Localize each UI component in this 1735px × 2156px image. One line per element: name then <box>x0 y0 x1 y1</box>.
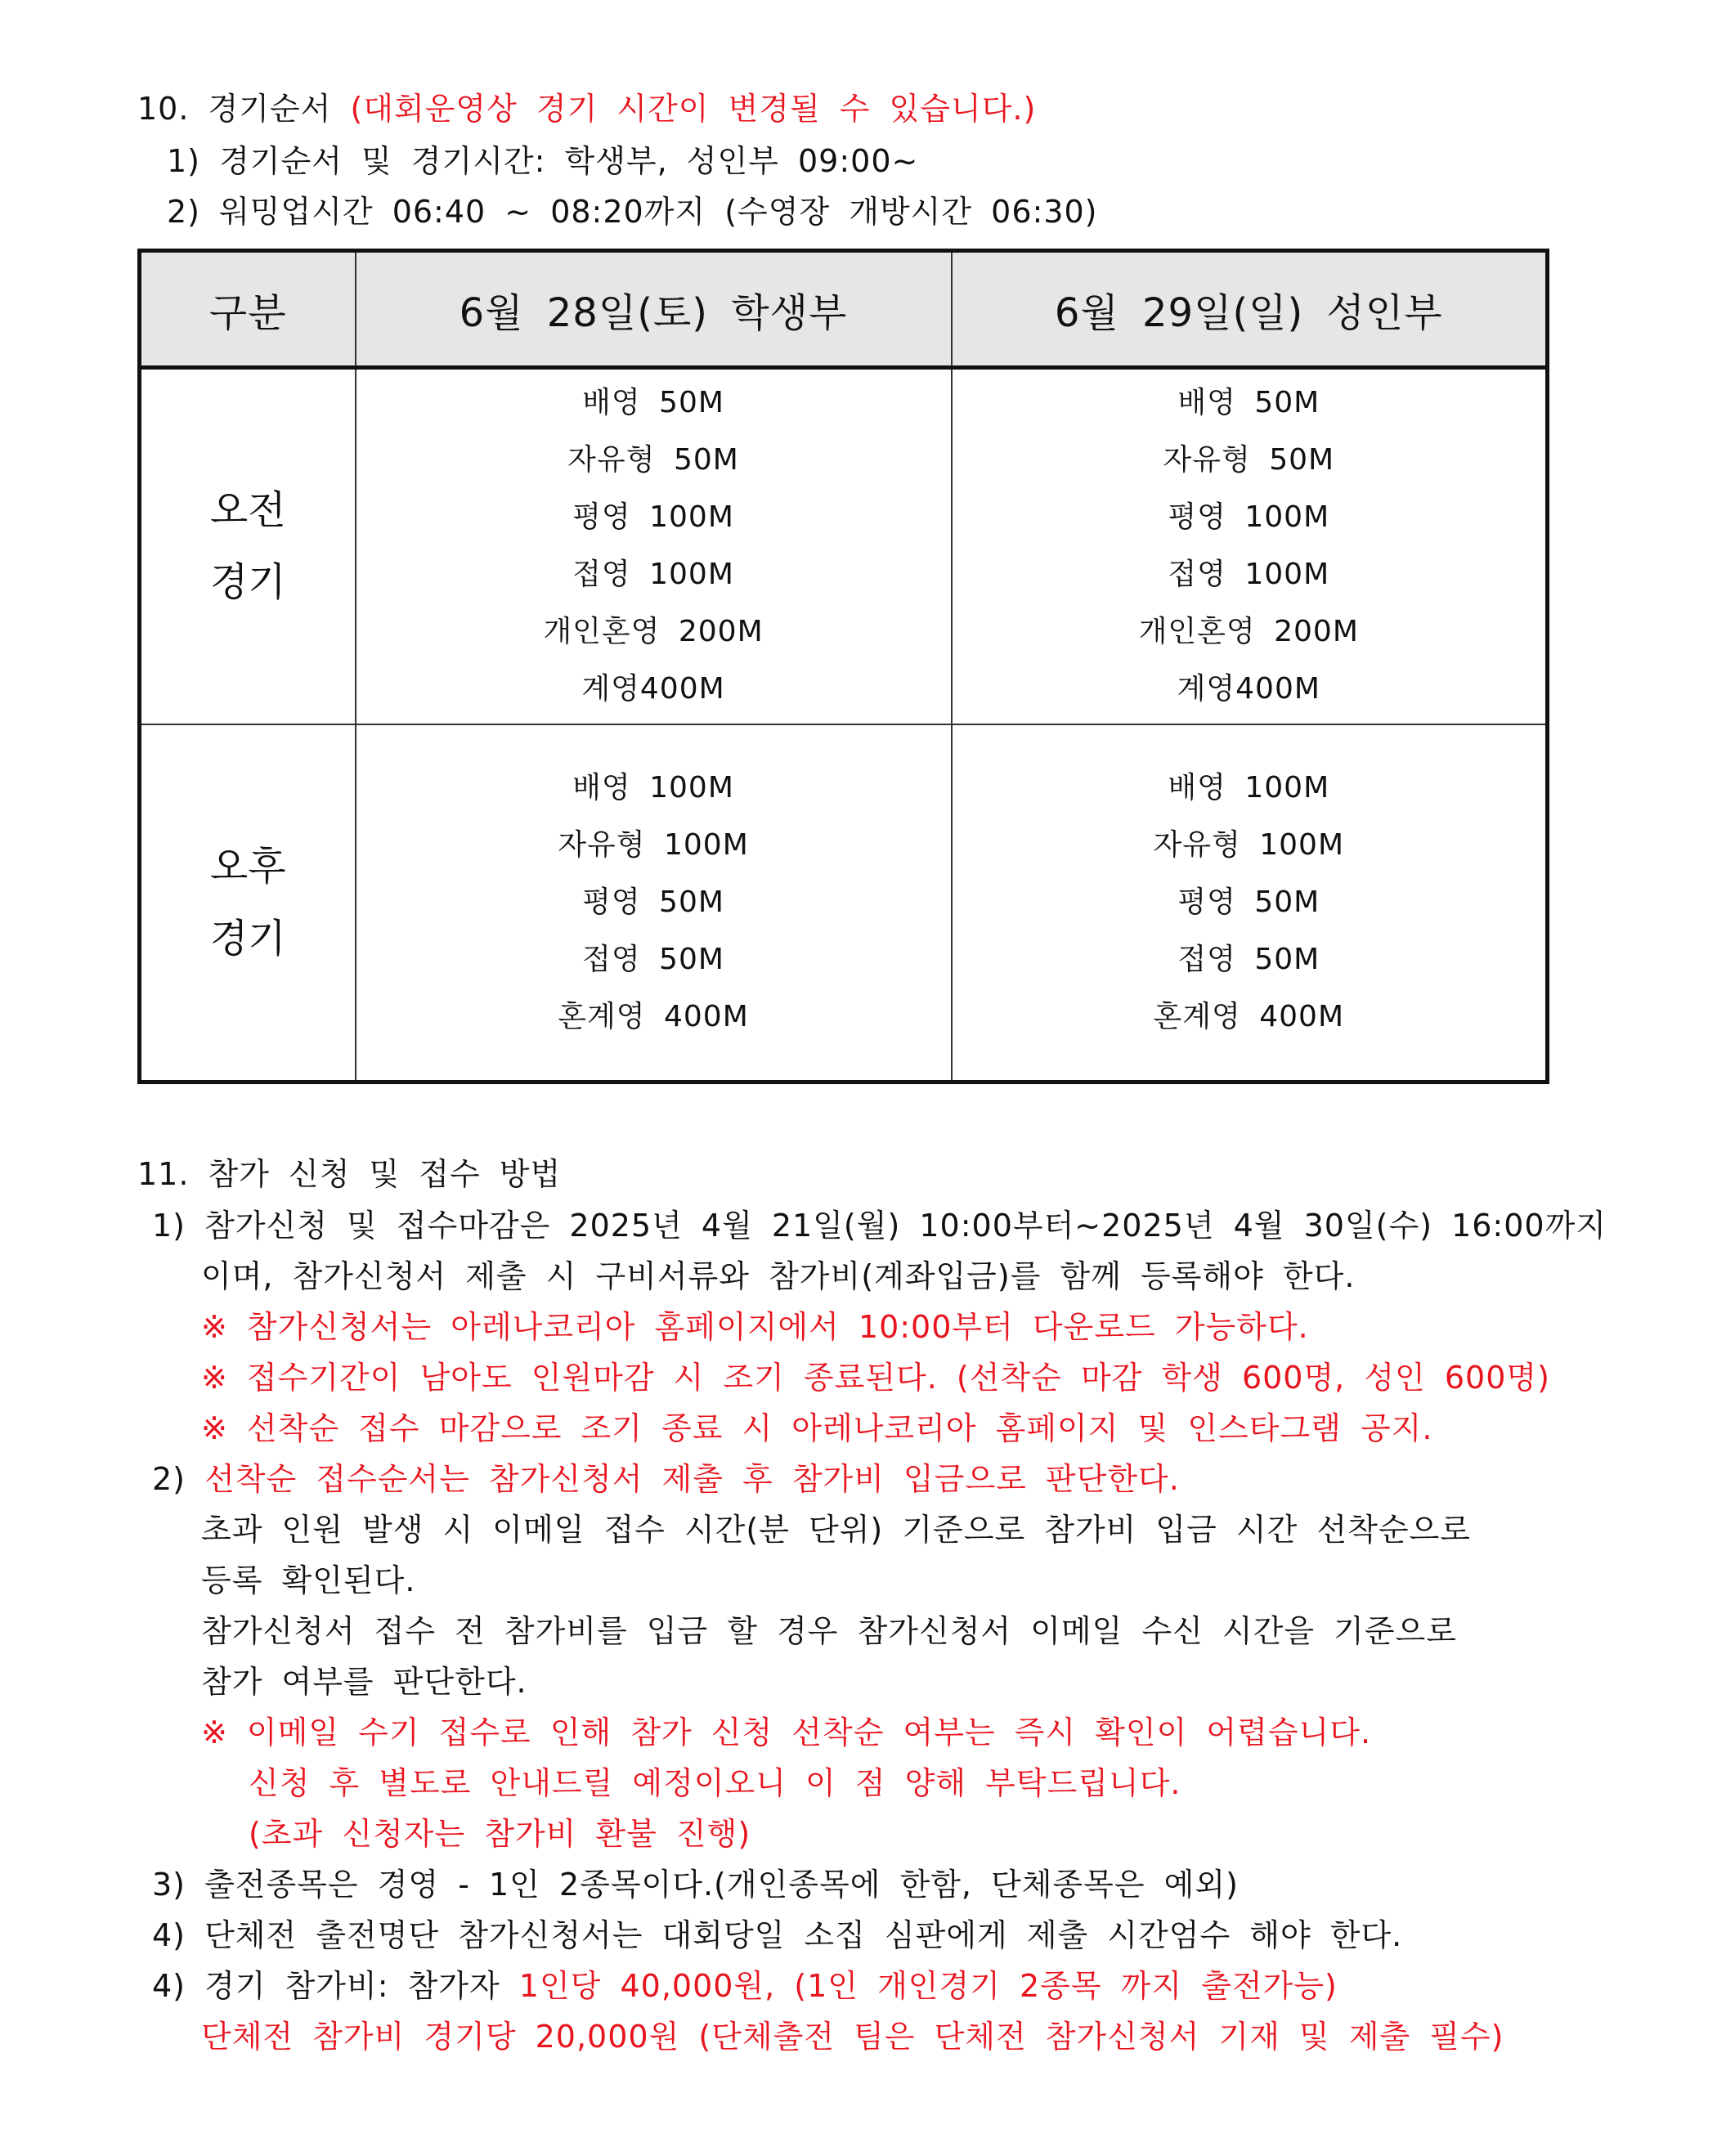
event-item: 개인혼영 200M <box>543 615 764 649</box>
afternoon-students-events <box>356 724 952 1082</box>
item-text: 선착순 접수순서는 참가신청서 제출 후 참가비 입금으로 판단한다. <box>204 1461 1180 1497</box>
morning-adults-events <box>952 368 1548 724</box>
item-text: 1인당 40,000원, (1인 개인경기 2종목 까지 출전가능) <box>518 1968 1338 2004</box>
section-11-line: 이며, 참가신청서 제출 시 구비서류와 참가비(계좌입금)를 함께 등록해야 한다. <box>201 1258 1356 1294</box>
event-item: 평영 100M <box>1168 500 1330 535</box>
event-item: 배영 100M <box>572 770 734 805</box>
event-item: 평영 50M <box>1177 885 1320 919</box>
section-11-item-4: 4) 단체전 출전명단 참가신청서는 대회당일 소집 심판에게 제출 시간엄수 해야 한다. <box>152 1917 1403 1953</box>
event-item: 자유형 100M <box>558 827 749 862</box>
event-item: 혼계영 400M <box>1153 999 1345 1033</box>
section-11-notice: ※ 이메일 수기 접수로 인해 참가 신청 선착순 여부는 즉시 확인이 어렵습니다. <box>201 1714 1372 1750</box>
event-item: 접영 100M <box>1168 558 1330 592</box>
section-11-notice: ※ 접수기간이 남아도 인원마감 시 조기 종료된다. (선착순 마감 학생 600명, 성인 600명) <box>201 1360 1550 1396</box>
section-11-notice: ※ 참가신청서는 아레나코리아 홈페이지에서 10:00부터 다운로드 가능하다. <box>201 1309 1309 1345</box>
section-11-line: 초과 인원 발생 시 이메일 접수 시간(분 단위) 기준으로 참가비 입금 시간 선착순으로 <box>201 1512 1471 1548</box>
session-label-line: 경기 <box>209 559 286 606</box>
section-11-line: 1) 참가신청 및 접수마감은 2025년 4월 21일(월) 10:00부터~2025년 4월 30일(수) 16:00까지 <box>152 1208 1607 1244</box>
section-10-item-1: 1) 경기순서 및 경기시간: 학생부, 성인부 09:00~ <box>167 143 919 179</box>
event-item: 개인혼영 200M <box>1138 615 1359 649</box>
section-10-title: 10. 경기순서 <box>137 91 332 127</box>
section-11-notice: ※ 선착순 접수 마감으로 조기 종료 시 아레나코리아 홈페이지 및 인스타그램 공지. <box>201 1410 1433 1446</box>
event-item: 배영 100M <box>1168 770 1330 805</box>
event-item: 계영400M <box>1177 672 1320 706</box>
event-item: 접영 50M <box>582 942 724 976</box>
section-10-heading <box>137 88 1036 129</box>
section-11-item-fee <box>152 1966 1338 2006</box>
section-11-line: 등록 확인된다. <box>201 1562 416 1598</box>
item-number: 2) <box>152 1461 205 1497</box>
morning-students-events <box>356 368 952 724</box>
section-11-notice: 신청 후 별도로 안내드릴 예정이오니 이 점 양해 부탁드립니다. <box>249 1765 1181 1801</box>
item-label: 4) 경기 참가비: 참가자 <box>152 1968 519 2004</box>
session-label-line: 오전 <box>209 487 286 534</box>
session-afternoon <box>140 724 356 1082</box>
afternoon-adults-events <box>952 724 1548 1082</box>
header-day-adults: 6월 29일(일) 성인부 <box>952 251 1548 368</box>
section-11-notice: 단체전 참가비 경기당 20,000원 (단체출전 팀은 단체전 참가신청서 기재 및 제출 필수) <box>201 2019 1504 2055</box>
session-morning <box>140 368 356 724</box>
table-row-morning <box>140 368 1548 724</box>
table-row-afternoon <box>140 724 1548 1082</box>
event-item: 평영 50M <box>582 885 724 919</box>
session-label-line: 경기 <box>209 915 286 961</box>
section-11-item-3: 3) 출전종목은 경영 - 1인 2종목이다.(개인종목에 한함, 단체종목은 예외) <box>152 1867 1239 1903</box>
schedule-table <box>137 249 1549 1084</box>
section-11-notice: (초과 신청자는 참가비 환불 진행) <box>249 1816 751 1852</box>
event-item: 접영 50M <box>1177 942 1320 976</box>
section-11-line: 참가신청서 접수 전 참가비를 입금 할 경우 참가신청서 이메일 수신 시간을 기준으로 <box>201 1613 1457 1649</box>
header-category: 구분 <box>140 251 356 368</box>
table-header-row <box>140 251 1548 368</box>
header-day-students: 6월 28일(토) 학생부 <box>356 251 952 368</box>
event-item: 배영 50M <box>582 386 724 420</box>
section-10-note: (대회운영상 경기 시간이 변경될 수 있습니다.) <box>350 91 1037 127</box>
event-item: 자유형 50M <box>567 443 739 477</box>
section-11-line: 참가 여부를 판단한다. <box>201 1664 527 1700</box>
event-item: 자유형 50M <box>1163 443 1335 477</box>
section-11-item-2 <box>152 1459 1180 1499</box>
event-item: 접영 100M <box>572 558 734 592</box>
event-item: 평영 100M <box>572 500 734 535</box>
section-11-title: 11. 참가 신청 및 접수 방법 <box>137 1156 562 1192</box>
event-item: 계영400M <box>581 672 725 706</box>
event-item: 혼계영 400M <box>558 999 749 1033</box>
session-label-line: 오후 <box>209 843 286 890</box>
event-item: 배영 50M <box>1177 386 1320 420</box>
section-10-item-2: 2) 워밍업시간 06:40 ~ 08:20까지 (수영장 개방시간 06:30) <box>167 194 1098 230</box>
event-item: 자유형 100M <box>1153 827 1345 862</box>
